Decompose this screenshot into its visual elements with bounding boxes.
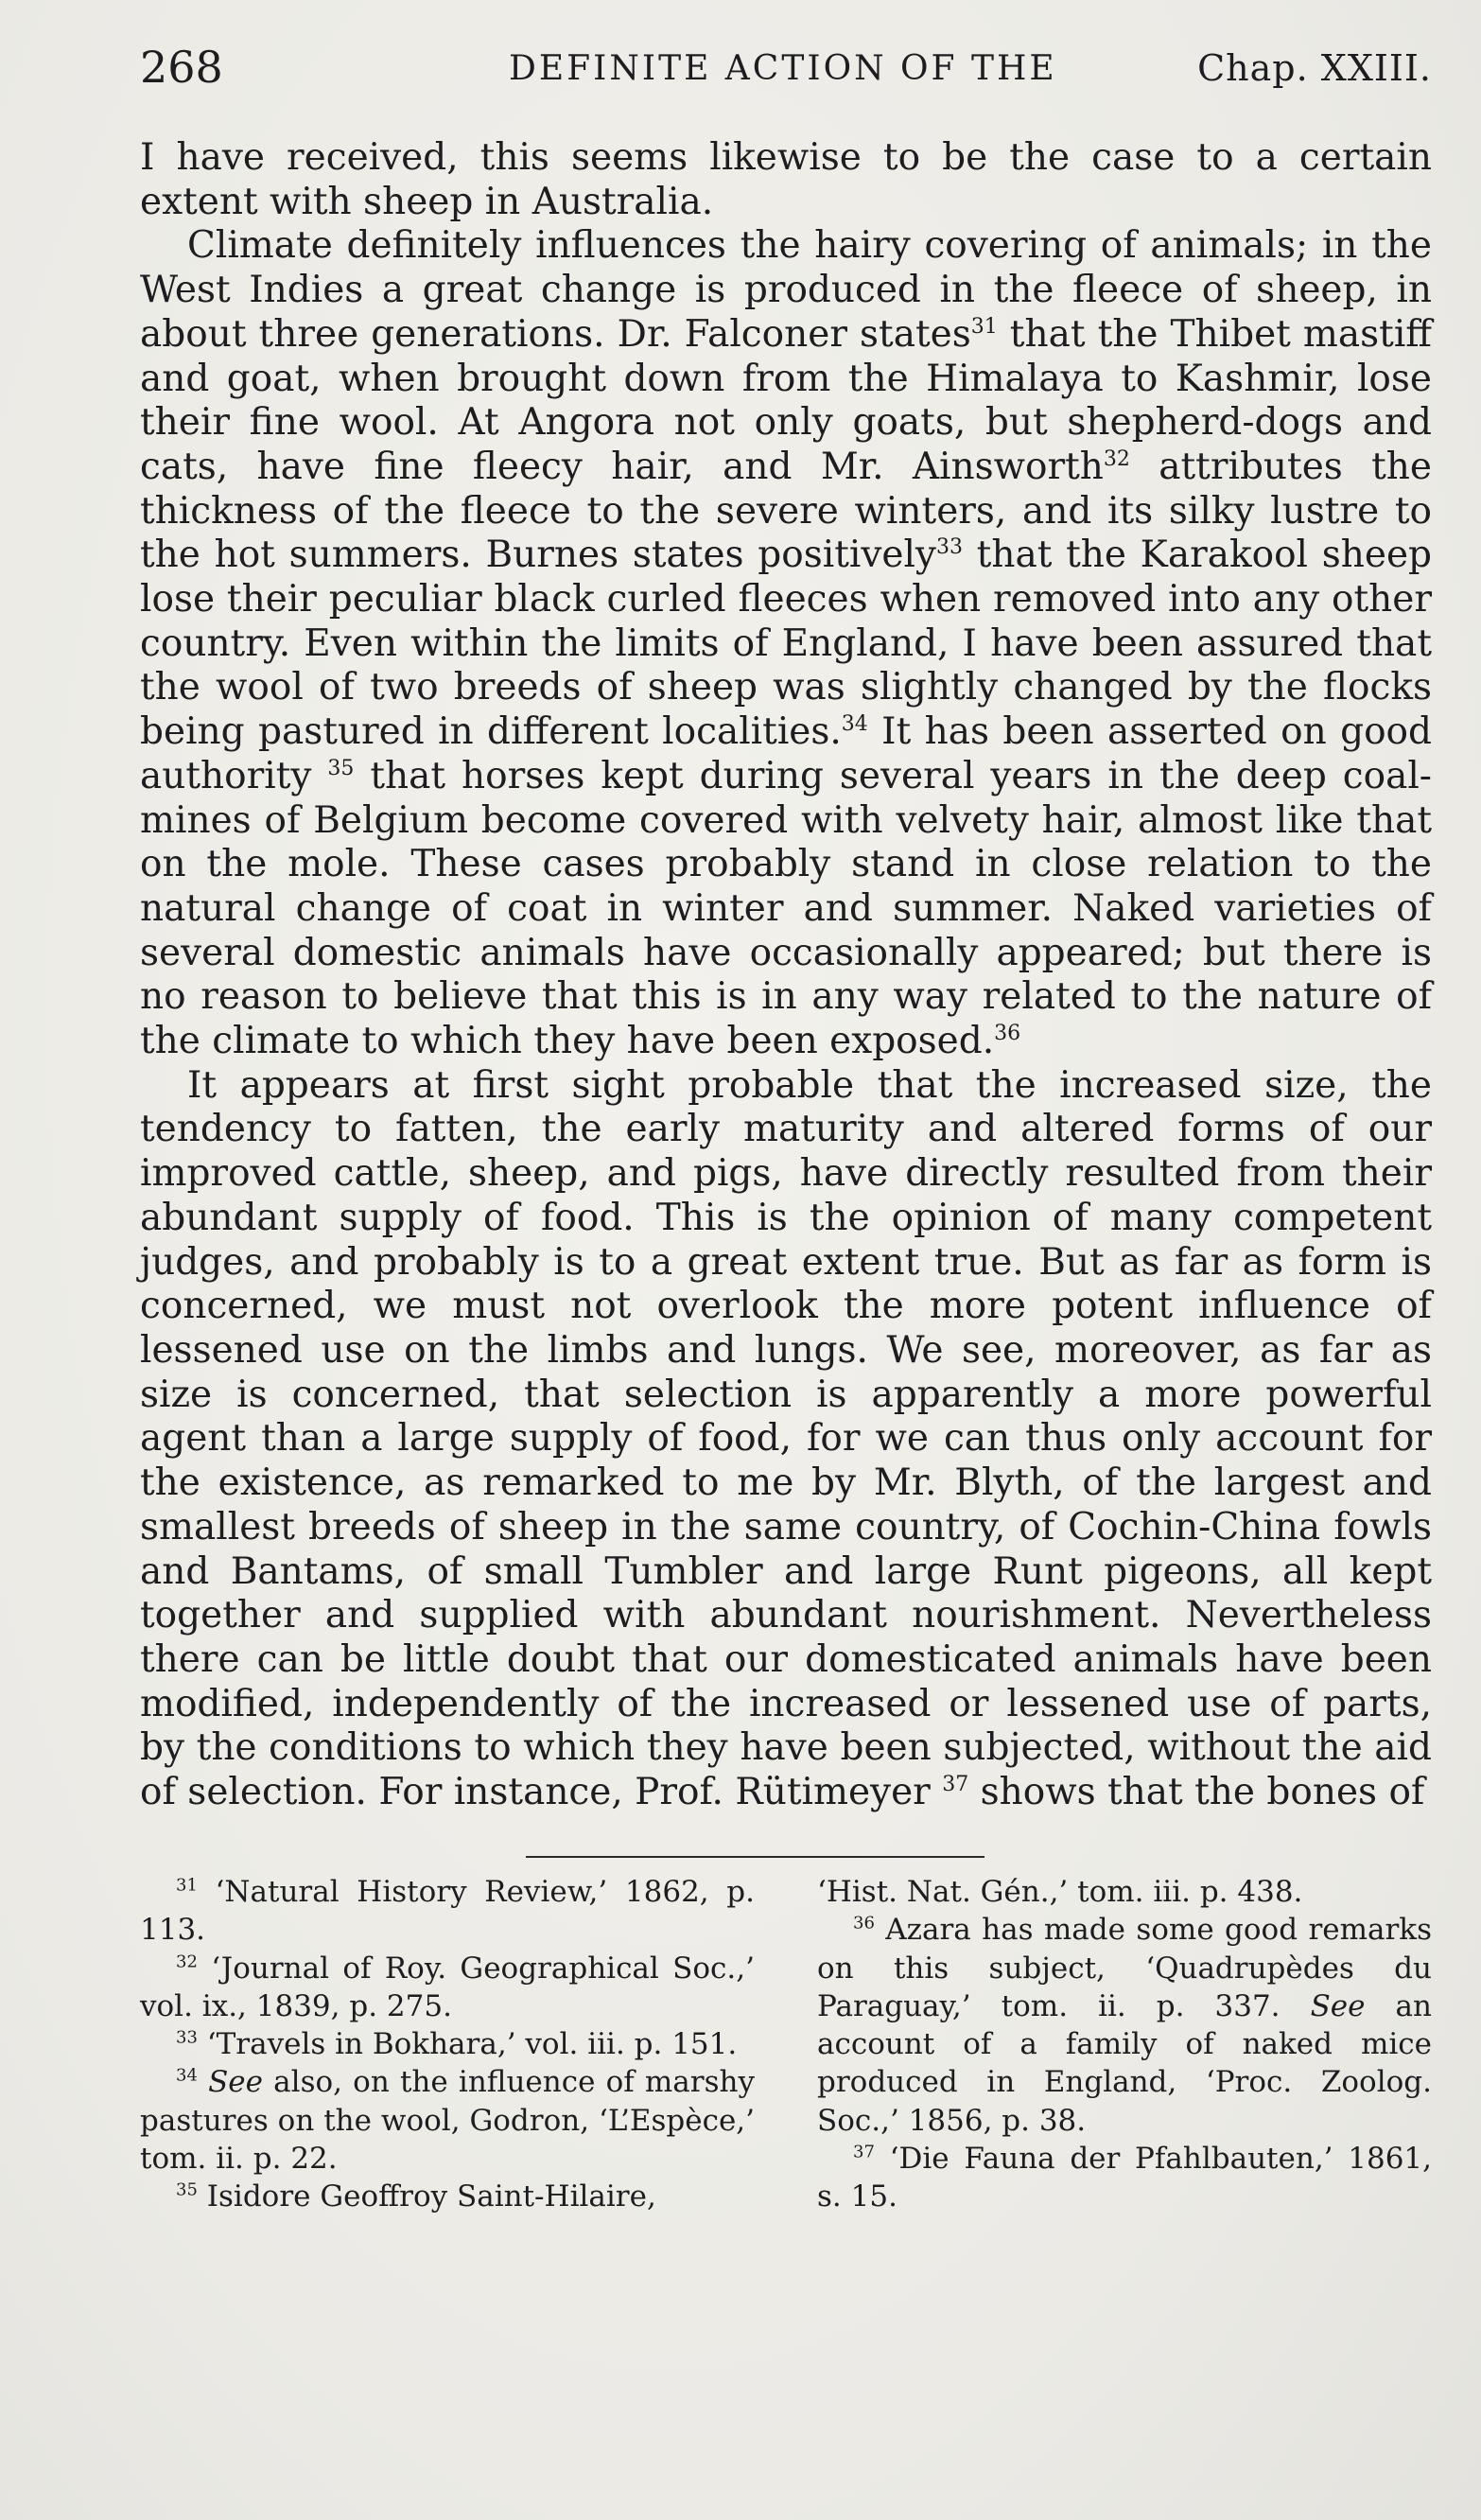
footnote-ref-36[interactable]: 36	[994, 1022, 1021, 1046]
footnote-text: ‘Travels in Bokhara,’ vol. iii. p. 151.	[197, 2027, 738, 2062]
footnote-text: Azara has made some good remarks on this subject, ‘Quadrupèdes du Paraguay,’ tom. ii. p. 337.	[817, 1913, 1432, 2023]
footnote-number: 34	[176, 2066, 198, 2087]
footnote-32	[140, 1950, 755, 2026]
running-head: DEFINITE ACTION OF THE	[509, 49, 1057, 88]
text-segment: Climate definitely influences the hairy covering of animals; in the West Indies a great change is produced in the fleece of sheep, in about three generations. Dr. Falconer states	[140, 224, 1432, 356]
footnote-31	[140, 1873, 755, 1950]
footnote-ref-37[interactable]: 37	[942, 1773, 969, 1797]
text-segment: It appears at first sight probable that the increased size, the tendency to fatten, the early maturity and altered forms of our improved cattle, sheep, and pigs, have directly resulted from their abundant supply of food. This is the opinion of many competent judges, and probably is to a great extent true. But as far as form is concerned, we must not overlook the more potent influence of lessened use on the limbs and lungs. We see, moreover, as far as size is concerned, that selection is apparently a more powerful agent than a large supply of food, for we can thus only account for the existence, as remarked to me by Mr. Blyth, of the largest and smallest breeds of sheep in the same country, of Cochin-China fowls and Bantams, of small Tumbler and large Runt pigeons, all kept together and supplied with abundant nourishment. Nevertheless there can be little doubt that our domesticated animals have been modified, independently of the increased or lessened use of parts, by the conditions to which they have been subjected, without the aid of selection. For instance, Prof. Rütimeyer	[140, 1063, 1432, 1814]
footnote-37	[817, 2140, 1432, 2216]
footnote-text: an account of a family of naked mice produced in England, ‘Proc. Zoolog. Soc.,’ 1856, p. 38.	[817, 1988, 1432, 2138]
footnote-divider	[526, 1856, 984, 1858]
footnote-text: ‘Journal of Roy. Geographical Soc.,’ vol. ix., 1839, p. 275.	[140, 1951, 755, 2023]
footnote-number: 37	[853, 2142, 875, 2162]
page-number: 268	[140, 42, 223, 93]
footnote-see: See	[197, 2065, 264, 2100]
footnote-text: ‘Die Fauna der Pfahlbauten,’ 1861, s. 15.	[817, 2142, 1432, 2214]
footnote-35	[140, 2178, 755, 2215]
body-text	[140, 136, 1432, 1815]
footnote-ref-32[interactable]: 32	[1103, 446, 1130, 471]
chapter-label: Chap. XXIII.	[1197, 47, 1432, 89]
footnote-35-continued: ‘Hist. Nat. Gén.,’ tom. iii. p. 438.	[817, 1875, 1303, 1909]
footnote-ref-35[interactable]: 35	[327, 756, 355, 780]
footnote-see: See	[1310, 1988, 1366, 2023]
page-header	[140, 36, 1432, 102]
footnote-36	[817, 1911, 1432, 2140]
footnote-33	[140, 2025, 755, 2063]
paragraph-size	[140, 1064, 1432, 1815]
text-segment: shows that the bones of	[968, 1771, 1425, 1814]
footnotes	[140, 1873, 1432, 2216]
footnotes-right-column	[817, 1873, 1432, 2216]
paragraph-climate	[140, 224, 1432, 1063]
footnote-ref-31[interactable]: 31	[970, 314, 998, 339]
footnote-number: 35	[176, 2180, 198, 2201]
text-segment: It has been asserted on good authority	[140, 710, 1432, 797]
text-segment: that the Karakool sheep lose their peculiar black curled fleeces when removed into any other country. Even within the limits of England, I have been assured that the wool of two breeds of sheep was slightly changed by the flocks being pastured in different localities.	[140, 534, 1433, 754]
footnote-ref-33[interactable]: 33	[935, 535, 963, 560]
footnote-number: 32	[176, 1951, 198, 1972]
footnote-text: ‘Natural History Review,’ 1862, p. 113.	[140, 1875, 755, 1948]
footnotes-left-column	[140, 1873, 755, 2216]
paragraph-continued: I have received, this seems likewise to be the case to a certain extent with sheep in Australia.	[140, 136, 1432, 223]
footnote-number: 36	[853, 1913, 875, 1934]
text-segment: that the Thibet mastiff and goat, when brought down from the Himalaya to Kashmir, lose their fine wool. At Angora not only goats, but shepherd-dogs and cats, have fine fleecy hair, and Mr. Ainsworth	[140, 312, 1433, 488]
text-segment: attributes the thickness of the fleece to the severe winters, and its silky lustre to the hot summers. Burnes states positively	[140, 445, 1432, 577]
footnote-number: 31	[176, 1875, 198, 1896]
footnote-text: also, on the influence of marshy pastures on the wool, Godron, ‘L’Espèce,’ tom. ii. p. 22.	[140, 2065, 755, 2177]
text-segment: that horses kept during several years in the deep coal-mines of Belgium become covered with velvety hair, almost like that on the mole. These cases probably stand in close relation to the natural change of coat in winter and summer. Naked varieties of several domestic animals have occasionally appeared; but there is no reason to believe that this is in any way related to the nature of the climate to which they have been exposed.	[140, 754, 1432, 1063]
footnote-34	[140, 2063, 755, 2178]
footnote-number: 33	[176, 2027, 198, 2048]
footnote-ref-34[interactable]: 34	[841, 712, 868, 737]
footnote-text: Isidore Geoffroy Saint-Hilaire,	[197, 2179, 656, 2214]
